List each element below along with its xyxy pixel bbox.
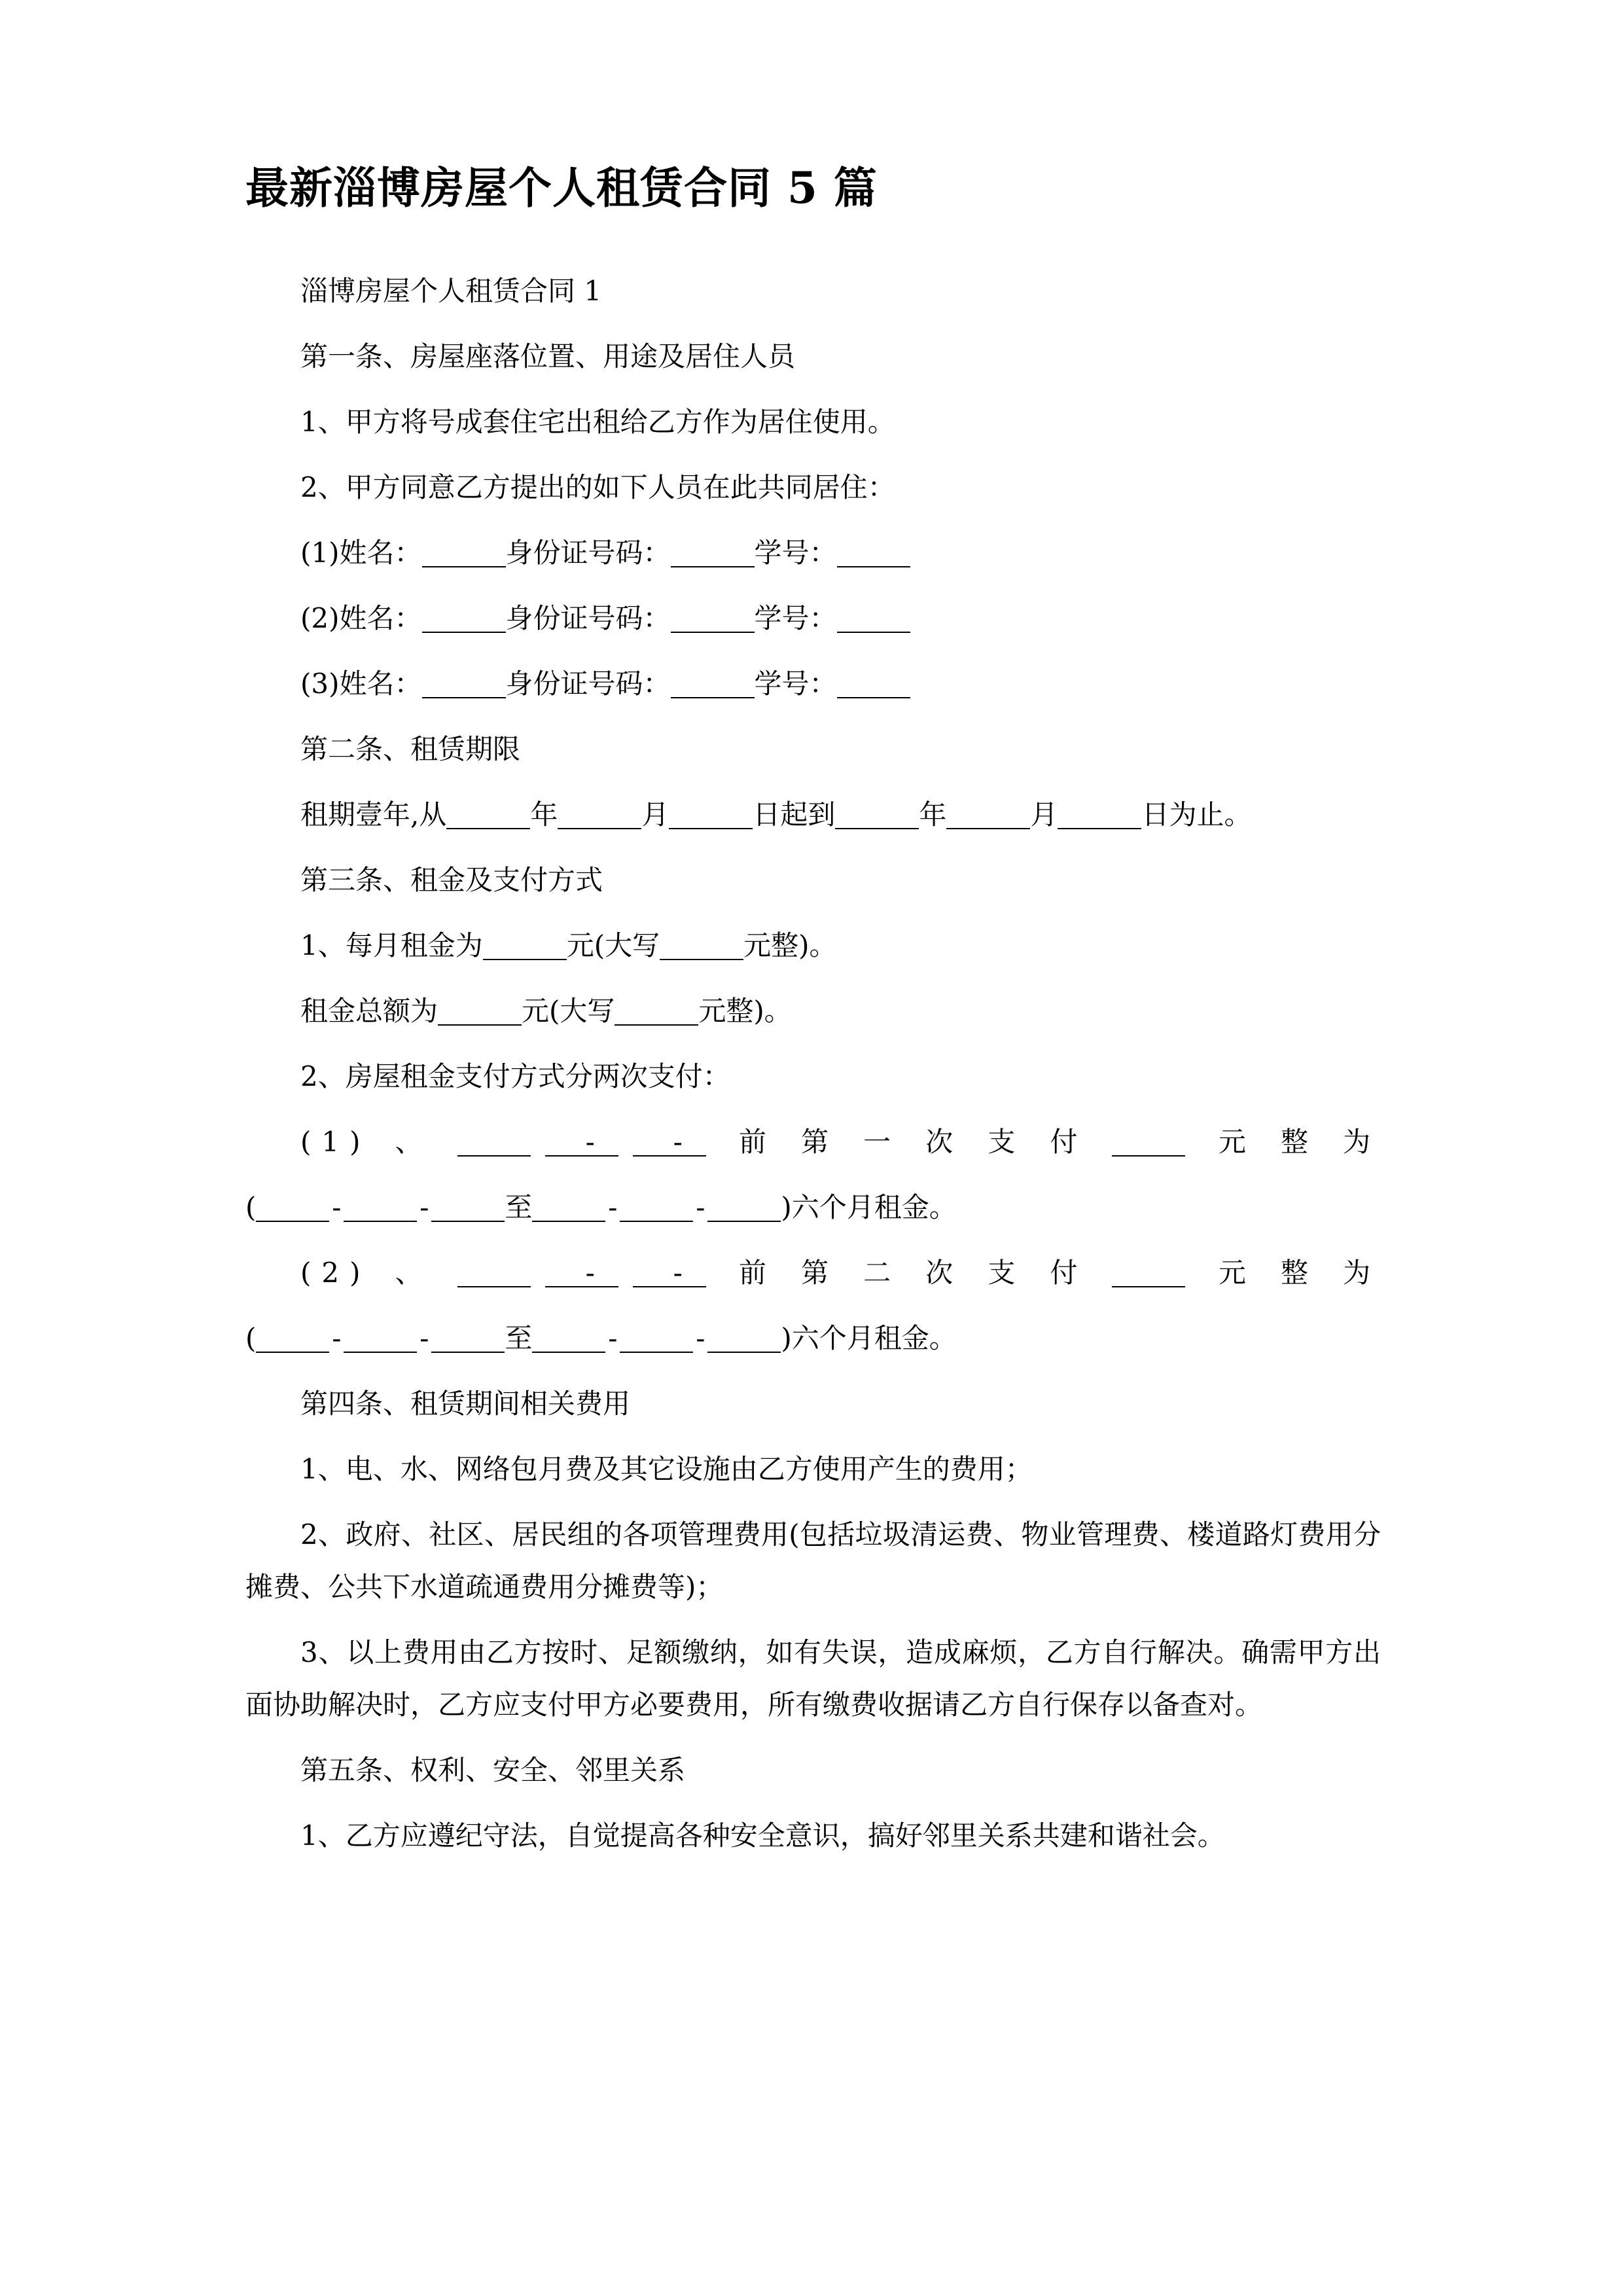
person-2-id-label: 身份证号码： <box>505 602 671 635</box>
person-1-name-blank[interactable] <box>422 537 506 567</box>
installment-2-line <box>245 1247 1381 1299</box>
installment-2-from-month-blank[interactable] <box>344 1323 417 1353</box>
article4-item1: 1、电、水、网络包月费及其它设施由乙方使用产生的费用； <box>300 1453 1033 1486</box>
total-rent-words-blank[interactable] <box>615 996 698 1026</box>
document-content <box>245 0 1381 1875</box>
term-end-year-label: 年 <box>919 798 947 831</box>
person-1-id-label: 身份证号码： <box>505 537 671 569</box>
installment-2-amount-label: 元整为 <box>1218 1257 1381 1289</box>
installment-2-to-label: 至 <box>505 1322 533 1355</box>
total-rent-suffix: 元整)。 <box>698 995 792 1028</box>
installment-2-dash-2: - <box>673 1257 683 1289</box>
installment-2-from-day-blank[interactable] <box>431 1323 505 1353</box>
document-body <box>245 265 1381 1862</box>
article1-heading: 第一条、房屋座落位置、用途及居住人员 <box>300 340 796 373</box>
monthly-rent-mid: 元(大写 <box>566 929 660 962</box>
page-title: 最新淄博房屋个人租赁合同 5 篇 <box>245 162 878 213</box>
installment-1-range-dash-3: - <box>608 1191 618 1224</box>
term-end-day-blank[interactable] <box>1058 799 1141 829</box>
term-start-month-blank[interactable] <box>558 799 641 829</box>
person-3-name-blank[interactable] <box>422 668 506 698</box>
installment-1-to-month-blank[interactable] <box>620 1192 693 1222</box>
term-end-day-label: 日为止。 <box>1141 798 1252 831</box>
article1-item1: 1、甲方将号成套住宅出租给乙方作为居住使用。 <box>300 406 895 439</box>
monthly-rent-words-blank[interactable] <box>660 930 743 960</box>
term-prefix-label: 租期壹年,从 <box>300 798 447 831</box>
monthly-rent-suffix: 元整)。 <box>743 929 837 962</box>
person-3-id-blank[interactable] <box>671 668 755 698</box>
person-3-student-blank[interactable] <box>837 668 910 698</box>
article3-monthly-rent-line <box>245 920 1381 972</box>
installment-1-date-year-blank[interactable] <box>457 1126 531 1157</box>
term-end-year-blank[interactable] <box>835 799 919 829</box>
total-rent-prefix: 租金总额为 <box>300 995 438 1028</box>
person-1-id-blank[interactable] <box>671 537 755 567</box>
installment-2-close-paren: )六个月租金。 <box>781 1322 957 1355</box>
article3-heading: 第三条、租金及支付方式 <box>300 864 603 897</box>
article5-heading: 第五条、权利、安全、邻里关系 <box>300 1754 686 1787</box>
document-subheading: 淄博房屋个人租赁合同 1 <box>300 275 602 308</box>
term-start-day-blank[interactable] <box>669 799 753 829</box>
installment-2-dash-1: - <box>585 1257 595 1289</box>
person-3-name-label: (3)姓名： <box>300 668 422 700</box>
installment-1-amount-blank[interactable] <box>1112 1126 1185 1157</box>
installment-2-to-month-blank[interactable] <box>620 1323 693 1353</box>
person-row-3 <box>245 658 1381 710</box>
installment-2-range-dash-4: - <box>696 1322 705 1355</box>
installment-2-to-year-blank[interactable] <box>532 1323 605 1353</box>
installment-1-close-paren: )六个月租金。 <box>781 1191 957 1224</box>
installment-2-open-paren: ( <box>245 1322 257 1355</box>
installment-1-dash-2: - <box>673 1126 683 1158</box>
installment-1-before-label: 前第一次支付 <box>739 1126 1113 1158</box>
installment-1-date-month-blank[interactable] <box>545 1126 618 1157</box>
term-start-year-blank[interactable] <box>446 799 530 829</box>
person-2-id-blank[interactable] <box>671 603 755 633</box>
total-rent-mid: 元(大写 <box>522 995 615 1028</box>
person-1-student-blank[interactable] <box>837 537 910 567</box>
person-2-student-label: 学号： <box>754 602 837 635</box>
person-2-name-label: (2)姓名： <box>300 602 422 635</box>
installment-1-amount-label: 元整为 <box>1218 1126 1381 1158</box>
person-1-name-label: (1)姓名： <box>300 537 422 569</box>
installment-2-range-line <box>245 1312 1381 1365</box>
person-2-student-blank[interactable] <box>837 603 910 633</box>
installment-2-date-year-blank[interactable] <box>457 1257 531 1287</box>
installment-1-from-month-blank[interactable] <box>344 1192 417 1222</box>
installment-1-to-year-blank[interactable] <box>532 1192 605 1222</box>
installment-2-to-day-blank[interactable] <box>707 1323 781 1353</box>
term-start-year-label: 年 <box>530 798 558 831</box>
installment-1-range-dash-4: - <box>696 1191 705 1224</box>
article3-total-rent-line <box>245 985 1381 1037</box>
installment-1-open-paren: ( <box>245 1191 257 1224</box>
installment-2-from-year-blank[interactable] <box>256 1323 329 1353</box>
installment-2-amount-blank[interactable] <box>1112 1257 1185 1287</box>
term-start-day-label: 日起到 <box>753 798 836 831</box>
article4-item2: 2、政府、社区、居民组的各项管理费用(包括垃圾清运费、物业管理费、楼道路灯费用分摊费、公共下水道疏通费用分摊费等)； <box>245 1518 1381 1604</box>
installment-2-range-dash-3: - <box>608 1322 618 1355</box>
installment-1-range-dash-1: - <box>332 1191 342 1224</box>
person-row-2 <box>245 592 1381 645</box>
article4-item3: 3、以上费用由乙方按时、足额缴纳，如有失误，造成麻烦，乙方自行解决。确需甲方出面协助解决时，乙方应支付甲方必要费用，所有缴费收据请乙方自行保存以备查对。 <box>245 1636 1381 1721</box>
article1-item2: 2、甲方同意乙方提出的如下人员在此共同居住： <box>300 471 895 504</box>
installment-1-dash-1: - <box>585 1126 595 1158</box>
term-start-month-label: 月 <box>641 798 669 831</box>
installment-1-index: (1)、 <box>300 1126 457 1158</box>
installment-1-to-day-blank[interactable] <box>707 1192 781 1222</box>
term-end-month-blank[interactable] <box>946 799 1030 829</box>
article2-heading: 第二条、租赁期限 <box>300 733 521 766</box>
installment-1-from-day-blank[interactable] <box>431 1192 505 1222</box>
monthly-rent-prefix: 1、每月租金为 <box>300 929 483 962</box>
installment-1-range-dash-2: - <box>419 1191 429 1224</box>
person-row-1 <box>245 527 1381 579</box>
article4-heading: 第四条、租赁期间相关费用 <box>300 1388 631 1420</box>
installment-2-range-dash-2: - <box>419 1322 429 1355</box>
person-2-name-blank[interactable] <box>422 603 506 633</box>
article5-item1: 1、乙方应遵纪守法，自觉提高各种安全意识，搞好邻里关系共建和谐社会。 <box>300 1820 1225 1852</box>
person-3-id-label: 身份证号码： <box>505 668 671 700</box>
installment-2-date-month-blank[interactable] <box>545 1257 618 1287</box>
person-1-student-label: 学号： <box>754 537 837 569</box>
installment-2-before-label: 前第二次支付 <box>739 1257 1113 1289</box>
article3-payment-method: 2、房屋租金支付方式分两次支付： <box>300 1060 730 1093</box>
installment-2-date-day-blank[interactable] <box>633 1257 706 1287</box>
installment-1-line <box>245 1116 1381 1168</box>
article2-term-line <box>245 789 1381 841</box>
installment-1-from-year-blank[interactable] <box>256 1192 329 1222</box>
installment-1-date-day-blank[interactable] <box>633 1126 706 1157</box>
installment-2-index: (2)、 <box>300 1257 457 1289</box>
term-end-month-label: 月 <box>1030 798 1058 831</box>
monthly-rent-amount-blank[interactable] <box>483 930 567 960</box>
total-rent-amount-blank[interactable] <box>438 996 522 1026</box>
installment-1-to-label: 至 <box>505 1191 533 1224</box>
installment-2-range-dash-1: - <box>332 1322 342 1355</box>
person-3-student-label: 学号： <box>754 668 837 700</box>
installment-1-range-line <box>245 1181 1381 1234</box>
